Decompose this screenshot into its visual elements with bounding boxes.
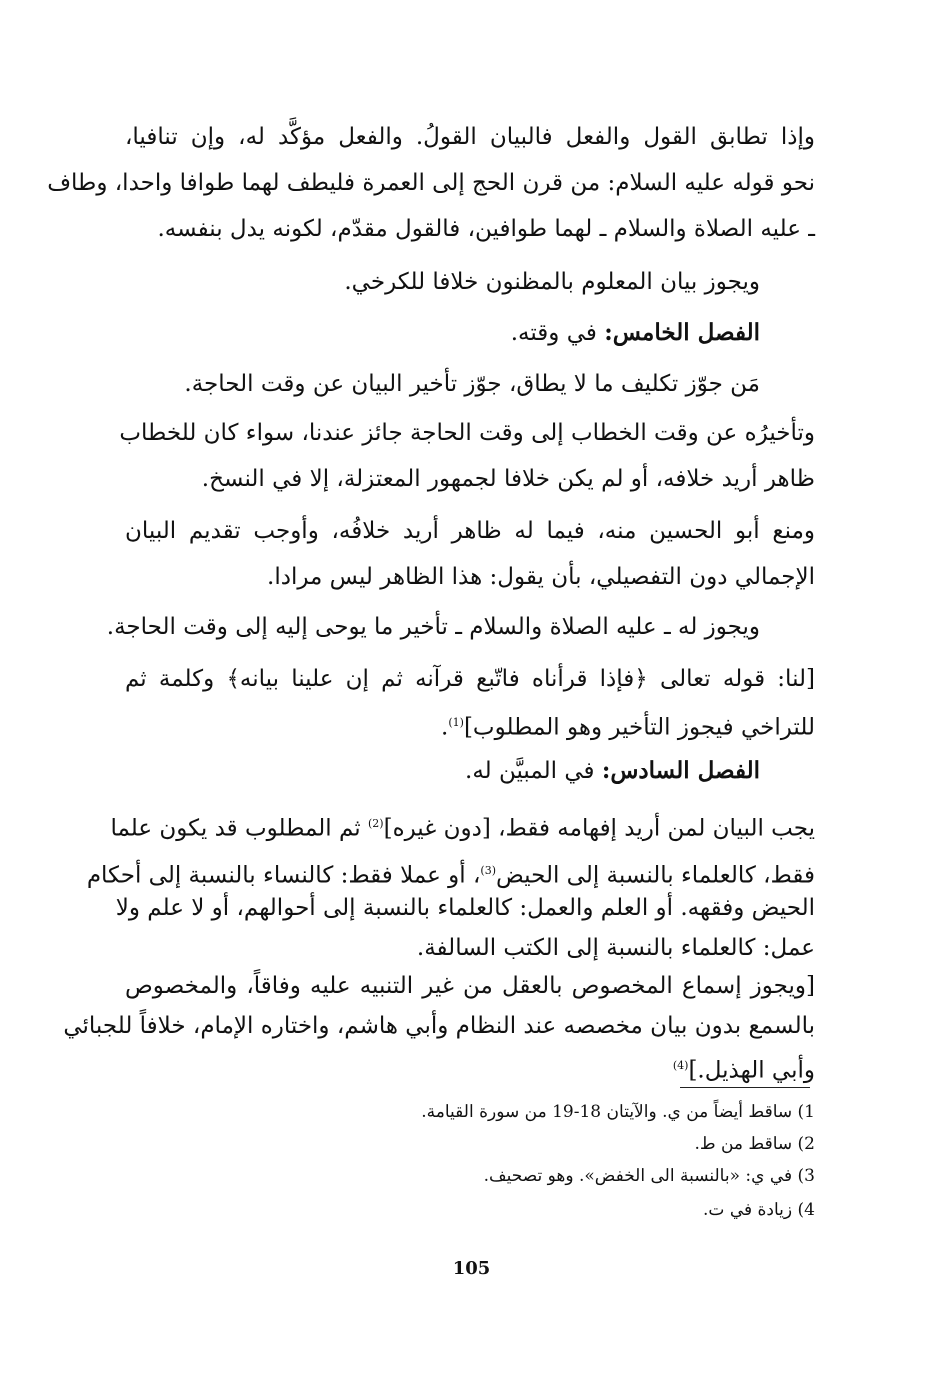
text-line: للتراخي فيجوز التأخير وهو المطلوب]$^{(1)}$.: [441, 714, 815, 741]
section-subtitle: في وقته.: [510, 320, 597, 346]
section-heading-5: [70, 313, 760, 353]
section-subtitle: في المبيَّن له.: [465, 758, 595, 784]
text-line: مَن جوّز تكليف ما لا يطاق، جوّز تأخير البيان عن وقت الحاجة.: [184, 371, 760, 397]
page-number: 105: [452, 1258, 491, 1279]
text-line: بالسمع بدون بيان مخصصه عند النظام وأبي هاشم، واختاره الإمام، خلافاً للجبائي: [63, 1013, 815, 1039]
text-line: ويجوز بيان المعلوم بالمظنون خلافا للكرخي.: [344, 269, 760, 295]
text-line: عمل: كالعلماء بالنسبة إلى الكتب السالفة.: [416, 935, 815, 961]
text-line: الإجمالي دون التفصيلي، بأن يقول: هذا الظاهر ليس مرادا.: [267, 564, 815, 590]
footnote: [125, 1163, 815, 1189]
text-run: فقط، كالعلماء بالنسبة إلى الحيض: [495, 862, 815, 889]
section-heading-6: [70, 751, 760, 791]
text-run: يجب البيان لمن أريد إفهامه فقط، [دون غيره]: [383, 815, 815, 842]
text-line: ومنع أبو الحسين منه، فيما له ظاهر أريد خلافُه، وأوجب تقديم البيان: [125, 518, 815, 544]
text-line: [لنا: قوله تعالى ﴿فإذا قرأناه فاتّبع قرآنه ثم إن علينا بيانه﴾ وكلمة ثم: [125, 666, 815, 692]
footnote-ref: (3): [480, 864, 496, 877]
text-line: ـ عليه الصلاة والسلام ـ لهما طوافين، فالقول مقدّم، لكونه يدل بنفسه.: [157, 216, 815, 242]
section-title: الفصل الخامس:: [604, 319, 760, 346]
footnote-ref: (4): [672, 1059, 689, 1072]
text-line: [125, 1046, 815, 1091]
text-run: ، أو عملا فقط: كالنساء بالنسبة إلى أحكام: [86, 862, 481, 889]
footnote-text: زيادة في ت.: [703, 1200, 793, 1220]
text-line: ظاهر أريد خلافه، أو لم يكن خلافا لجمهور المعتزلة، إلا في النسخ.: [201, 466, 815, 492]
footnote-separator: [680, 1087, 810, 1088]
text-line: الحيض وفقهه. أو العلم والعمل: كالعلماء بالنسبة إلى أحوالهم، أو لا علم ولا: [115, 895, 815, 921]
text-line: [110, 804, 815, 849]
text-run: وأبي الهذيل.]: [688, 1057, 815, 1084]
text-line: نحو قوله عليه السلام: من قرن الحج إلى العمرة فليطف لهما طوافا واحدا، وطاف: [47, 170, 815, 196]
text-run: ثم المطلوب قد يكون علما: [110, 815, 361, 842]
footnote-ref: (1): [448, 716, 464, 729]
footnote: [125, 1099, 815, 1125]
footnote: [125, 1131, 815, 1157]
footnote-number: 4): [797, 1200, 815, 1220]
footnote-text: في ي: «بالنسبة الى الخفض». وهو تصحيف.: [483, 1166, 793, 1186]
footnote-ref: (2): [368, 817, 384, 830]
section-title: الفصل السادس:: [601, 757, 760, 784]
footnote-text: ساقط أيضاً من ي. والآيتان 18-19 من سورة القيامة.: [421, 1102, 793, 1122]
footnote: [125, 1197, 815, 1223]
footnote-number: 2): [797, 1134, 815, 1154]
footnote-text: ساقط من ط.: [694, 1134, 793, 1154]
footnote-number: 3): [797, 1166, 815, 1186]
text-run: للتراخي فيجوز التأخير وهو المطلوب]: [463, 714, 815, 741]
text-line: وإذا تطابق القول والفعل فالبيان القولُ. والفعل مؤكَّد له، وإن تنافيا،: [125, 124, 815, 150]
text-line: وتأخيرُه عن وقت الخطاب إلى وقت الحاجة جائز عندنا، سواء كان للخطاب: [119, 420, 815, 446]
text-line: [ويجوز إسماع المخصوص بالعقل من غير التنبيه عليه وفاقاً، والمخصوص: [125, 973, 815, 999]
footnote-number: 1): [797, 1102, 815, 1122]
text-line: ويجوز له ـ عليه الصلاة والسلام ـ تأخير ما يوحى إليه إلى وقت الحاجة.: [106, 614, 760, 640]
